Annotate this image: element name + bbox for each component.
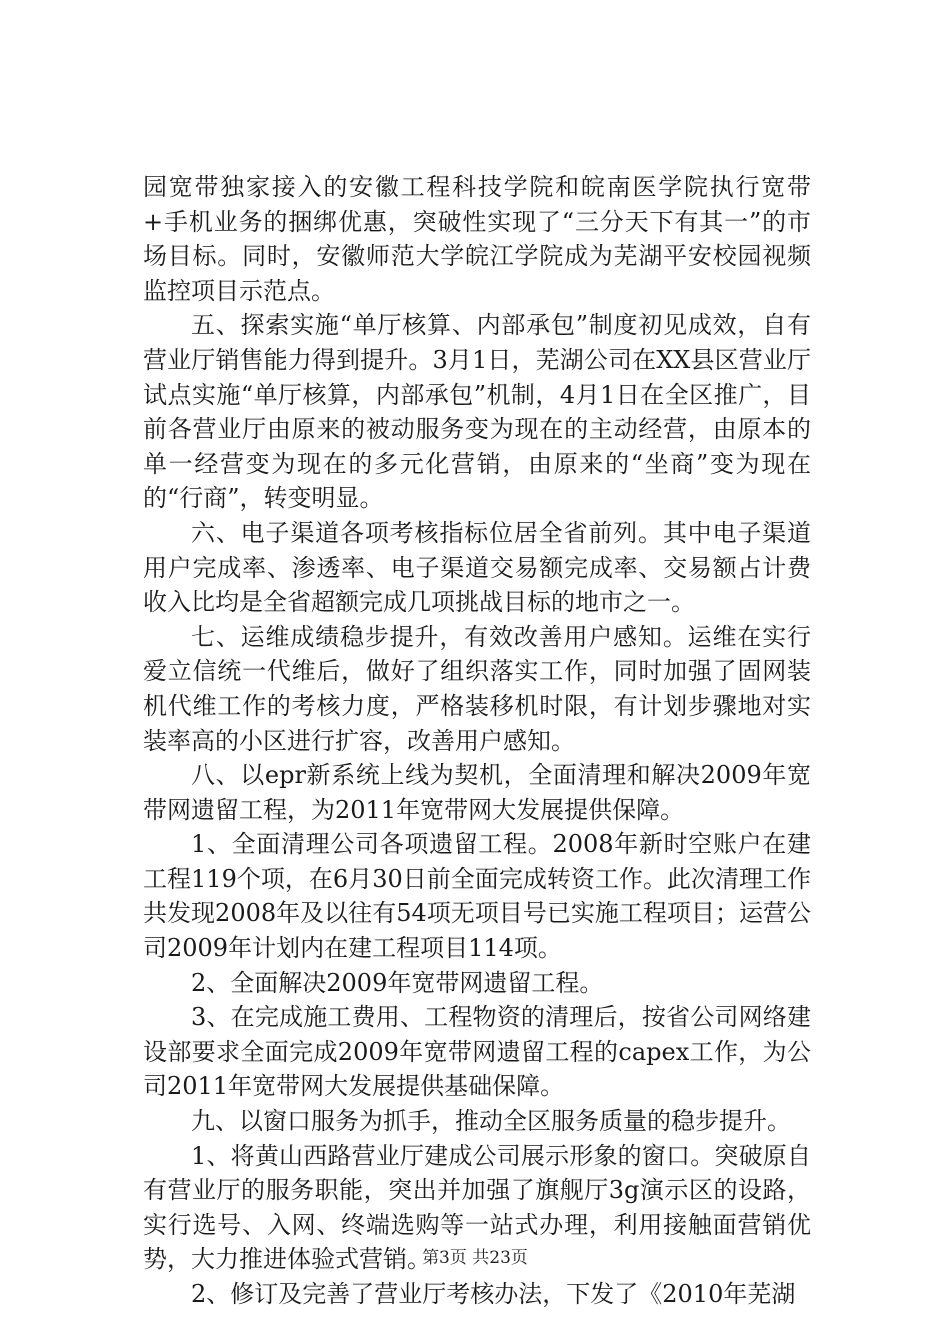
body-paragraph-4: 七、运维成绩稳步提升，有效改善用户感知。运维在实行爱立信统一代维后，做好了组织落实工作，同时加强了固网装机代维工作的考核力度，严格装移机时限，有计划步骤地对实装率高的小区进行扩容，改善用户感知。 (143, 622, 811, 755)
page-number: 第3页 共23页 (422, 1248, 528, 1268)
body-paragraph-6: 1、全面清理公司各项遗留工程。2008年新时空账户在建工程119个项，在6月30日前全面完成转资工作。此次清理工作共发现2008年及以往有54项无项目号已实施工程项目；运营公司2009年计划内在建工程项目114项。 (143, 830, 811, 963)
body-paragraph-5: 八、以epr新系统上线为契机，全面清理和解决2009年宽带网遗留工程，为2011年宽带网大发展提供保障。 (143, 761, 811, 824)
body-paragraph-7: 2、全面解决2009年宽带网遗留工程。 (191, 968, 604, 997)
body-paragraph-3: 六、电子渠道各项考核指标位居全省前列。其中电子渠道用户完成率、渗透率、电子渠道交易额完成率、交易额占计费收入比均是全省超额完成几项挑战目标的地市之一。 (143, 518, 811, 617)
body-paragraph-2: 五、探索实施“单厅核算、内部承包”制度初见成效，自有营业厅销售能力得到提升。3月1日，芜湖公司在XX县区营业厅试点实施“单厅核算，内部承包”机制，4月1日在全区推广，目前各营业厅由原来的被动服务变为现在的主动经营，由原本的单一经营变为现在的多元化营销，由原来的“坐商”变为现在的“行商”，转变明显。 (143, 311, 811, 513)
body-paragraph-10: 1、将黄山西路营业厅建成公司展示形象的窗口。突破原自有营业厅的服务职能，突出并加强了旗舰厅3g演示区的设路，实行选号、入网、终端选购等一站式办理，利用接触面营销优势，大力推进体验式营销。 (143, 1141, 811, 1274)
body-paragraph-11: 2、修订及完善了营业厅考核办法，下发了《2010年芜湖 (191, 1280, 796, 1308)
body-paragraph-9: 九、以窗口服务为抓手，推动全区服务质量的稳步提升。 (191, 1107, 791, 1136)
body-paragraph-1: 园宽带独家接入的安徽工程科技学院和皖南医学院执行宽带+手机业务的捆绑优惠，突破性实现了“三分天下有其一”的市场目标。同时，安徽师范大学皖江学院成为芜湖平安校园视频监控项目示范点。 (143, 173, 811, 305)
document-body (143, 170, 811, 1312)
body-paragraph-8: 3、在完成施工费用、工程物资的清理后，按省公司网络建设部要求全面完成2009年宽带网遗留工程的capex工作，为公司2011年宽带网大发展提供基础保障。 (143, 1003, 811, 1101)
